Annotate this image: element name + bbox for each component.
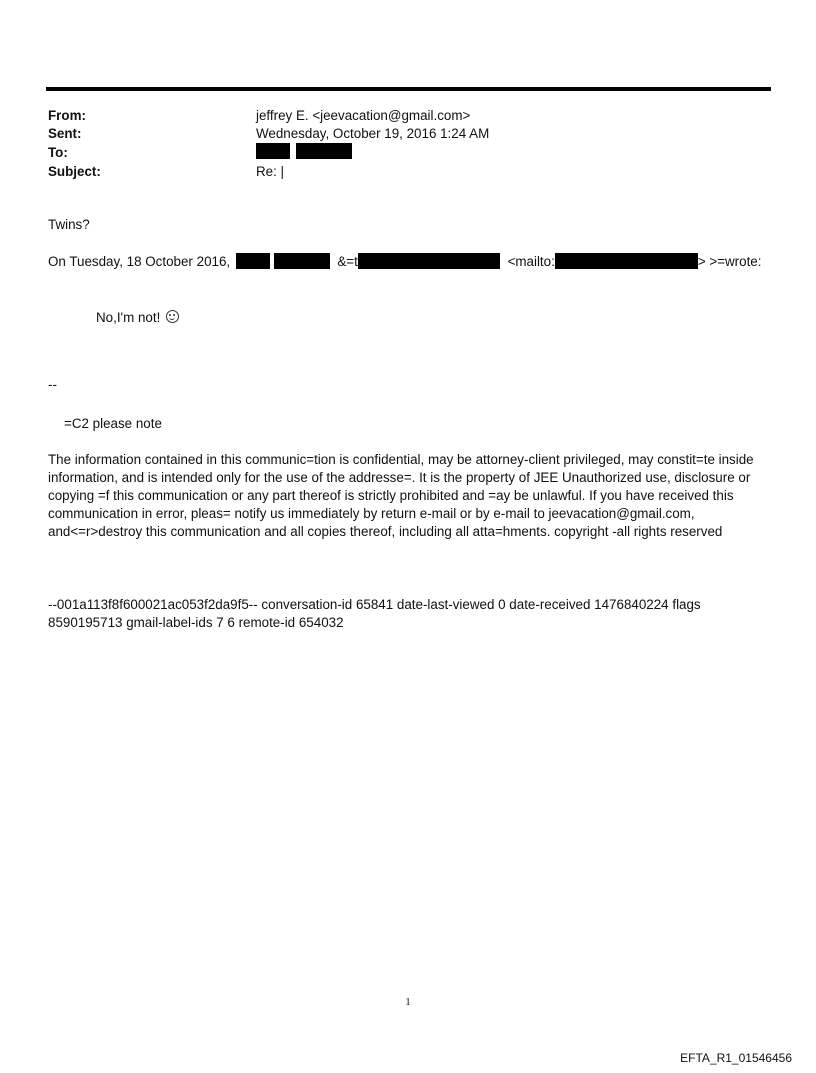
quote-intro-line	[48, 253, 761, 269]
quote-intro: On Tuesday, 18 October 2016,	[48, 254, 231, 269]
smiley-icon	[166, 310, 179, 323]
reply-text: No,I'm not!	[96, 310, 161, 325]
redaction-box	[296, 143, 352, 159]
subject-label: Subject:	[48, 164, 101, 179]
to-value	[256, 143, 352, 159]
quoted-reply	[96, 310, 179, 325]
to-label: To:	[48, 145, 68, 160]
redaction-box	[555, 253, 698, 269]
header-rule	[46, 87, 771, 91]
quote-amp: &=t	[337, 254, 358, 269]
sent-label: Sent:	[48, 126, 82, 141]
redaction-box	[236, 253, 270, 269]
signature-separator: --	[48, 377, 57, 392]
page-number: 1	[405, 996, 411, 1008]
metadata-paragraph: --001a113f8f600021ac053f2da9f5-- conversation-id 65841 date-last-viewed 0 date-received 1476840224 flags 8590195713 gmail-label-ids 7 6 remote-id 654032	[48, 597, 701, 630]
redaction-box	[358, 253, 500, 269]
sent-value: Wednesday, October 19, 2016 1:24 AM	[256, 126, 490, 141]
from-value: jeffrey E. <jeevacation@gmail.com>	[256, 108, 471, 123]
quote-wrote: > >=wrote:	[697, 254, 762, 269]
redaction-box	[274, 253, 330, 269]
disclaimer-paragraph: The information contained in this communic=tion is confidential, may be attorney-client privileged, may constit=te inside information, and is intended only for the use of the addresse=. It is the property of JEE Unauthorized use, disclosure or copying =f this communication or any part thereof is strictly prohibited and =ay be unlawful. If you have received this communication in error, pleas= notify us immediately by return e-mail or by e-mail to jeevacation@gmail.com, and<=r>destroy this communication and all copies thereof, including all atta=hments. copyright -all rights reserved	[48, 452, 754, 539]
quote-mailto: <mailto:	[507, 254, 555, 269]
note-line: =C2 please note	[64, 416, 162, 431]
greeting: Twins?	[48, 217, 90, 232]
document-id: EFTA_R1_01546456	[680, 1051, 792, 1065]
redaction-box	[256, 143, 290, 159]
from-label: From:	[48, 108, 86, 123]
subject-value: Re: |	[256, 164, 285, 179]
